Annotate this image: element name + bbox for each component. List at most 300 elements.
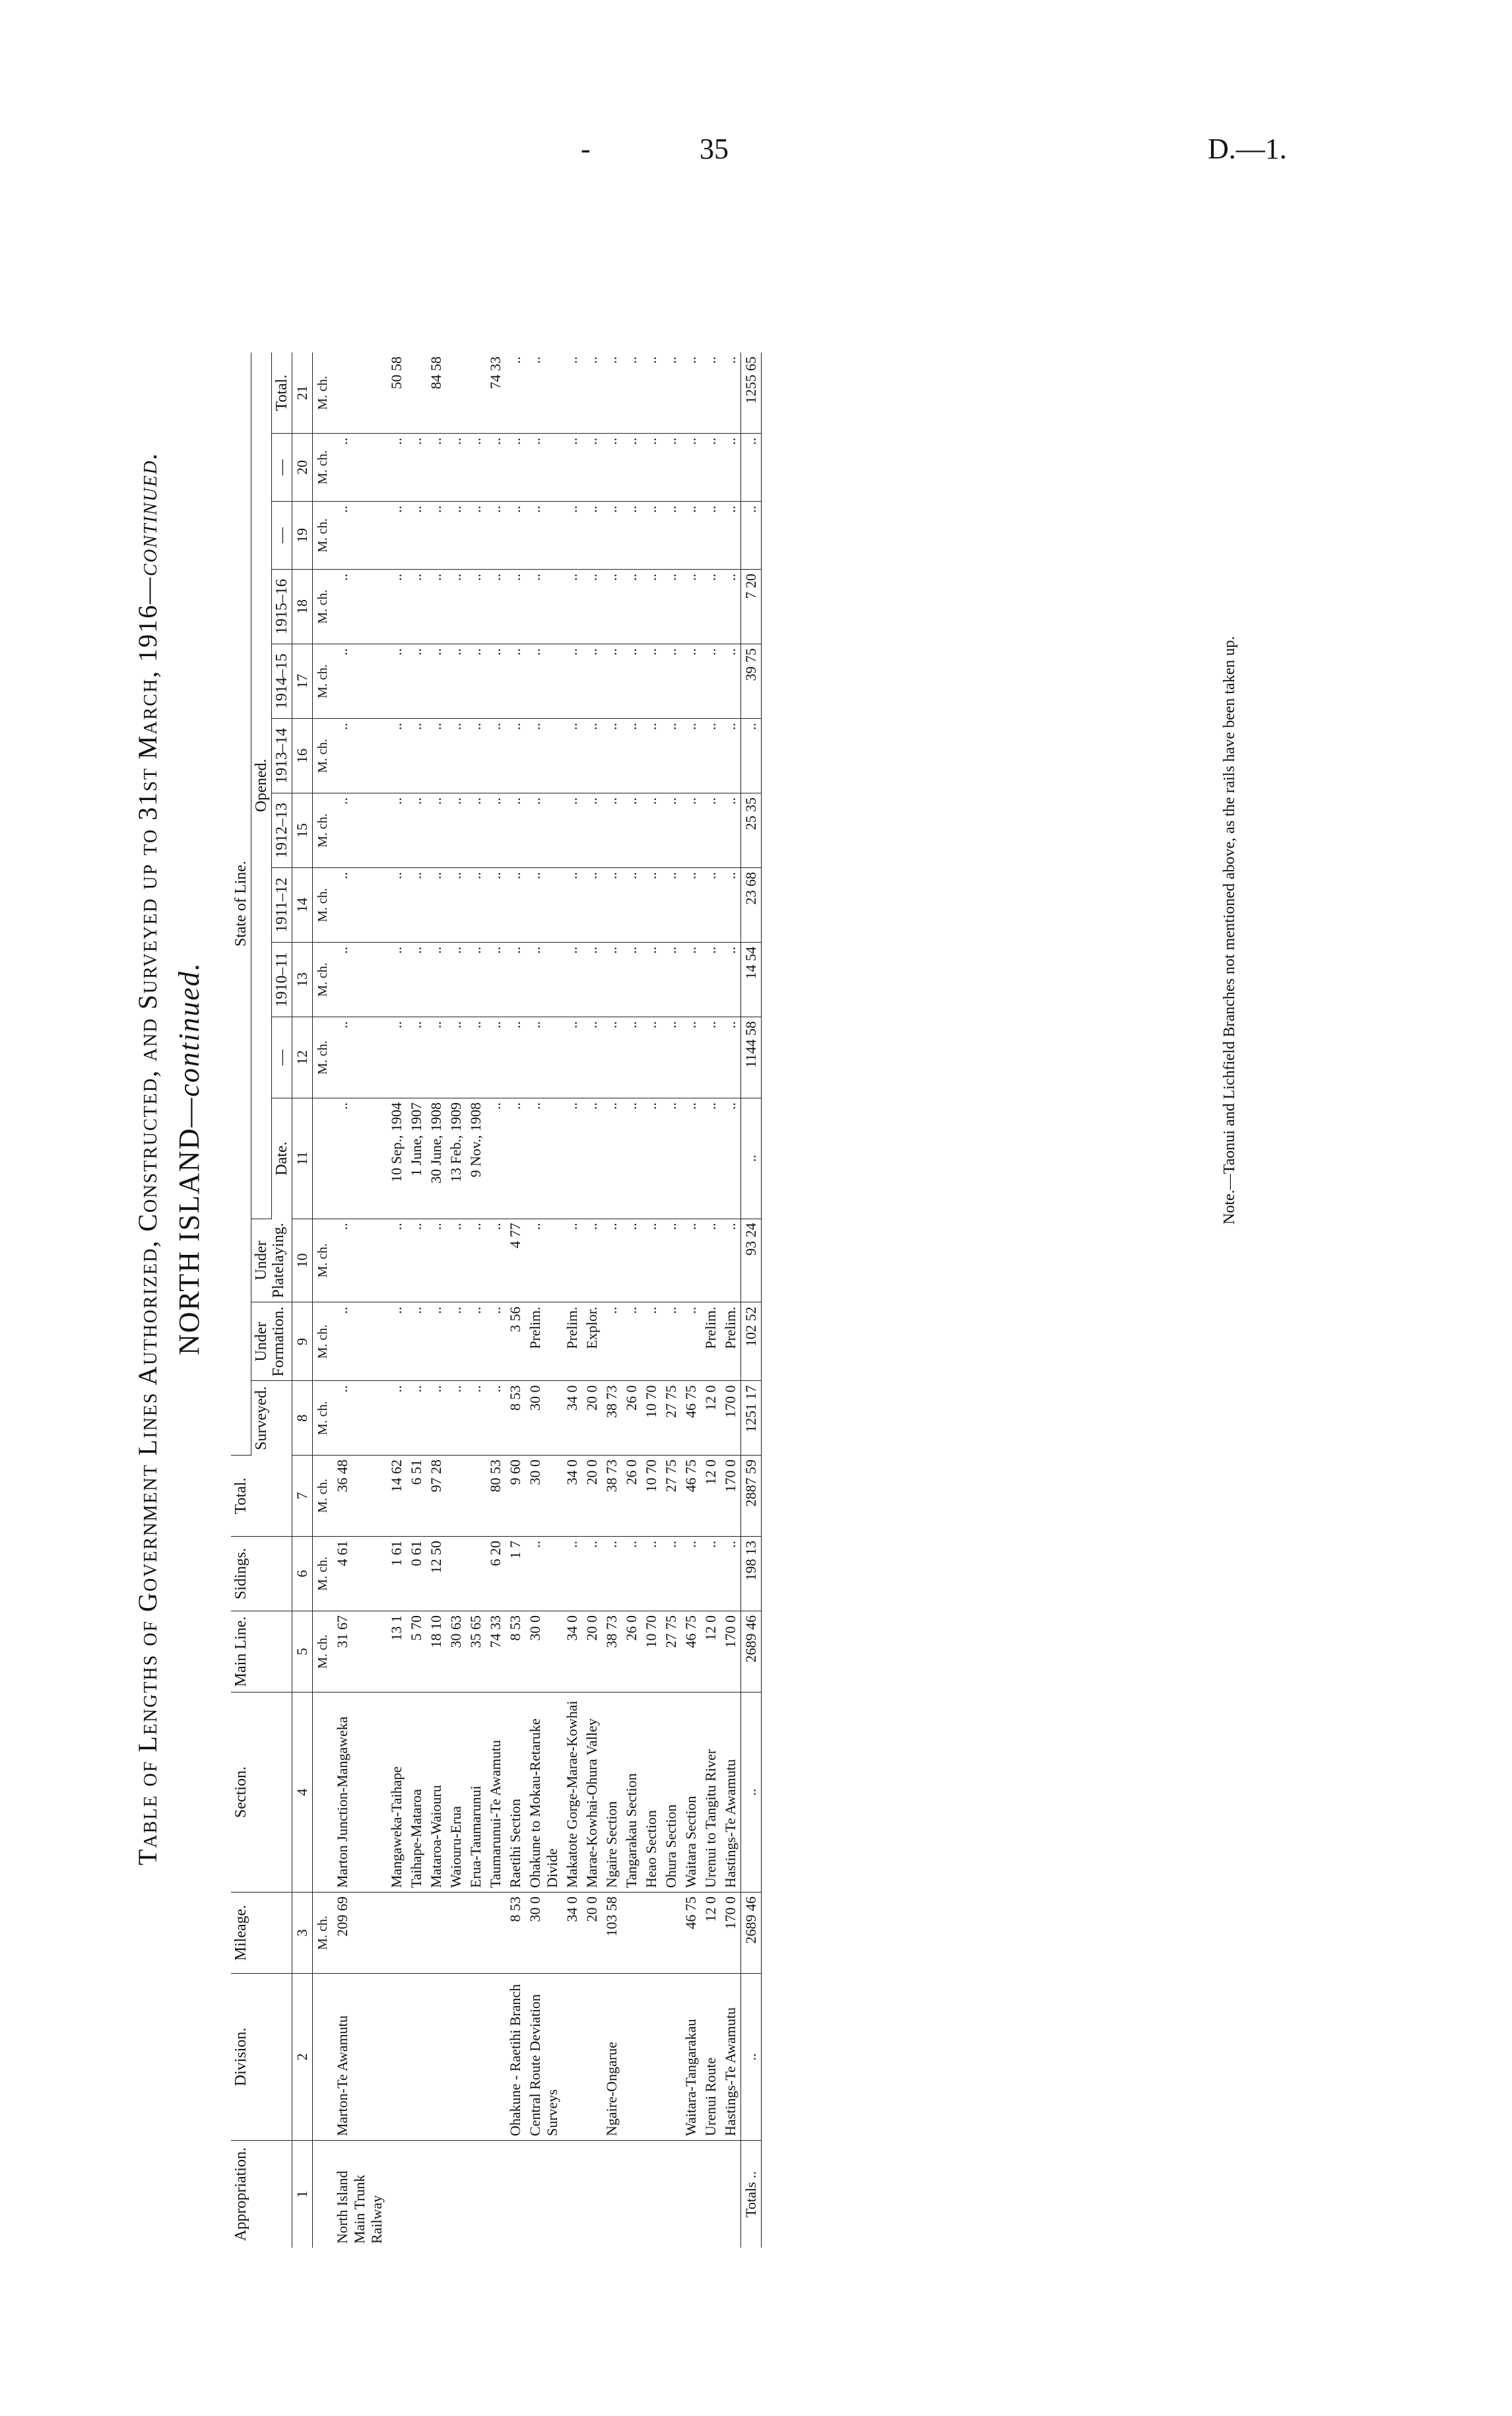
column-number: 17 — [292, 644, 313, 719]
cell-division: Hastings-Te Awamutu — [721, 1974, 741, 2141]
total-cell-o20: .. — [741, 434, 762, 502]
cell-mileage: 30 0 — [525, 1893, 562, 1974]
cell-o21: .. — [681, 352, 701, 434]
cell-o13: .. — [387, 943, 407, 1017]
cell-o17: .. — [446, 644, 466, 719]
cell-date: .. — [525, 1098, 562, 1219]
cell-appropriation — [407, 2141, 426, 2248]
unit-cell: M. ch. — [313, 1893, 333, 1974]
col-1913-header: 1913–14 — [272, 719, 292, 793]
cell-o12: .. — [661, 1017, 681, 1098]
table-row — [701, 352, 721, 2248]
cell-o12: .. — [622, 1017, 641, 1098]
cell-sidings: 4 61 — [333, 1537, 387, 1611]
cell-division — [426, 1974, 446, 2141]
cell-o17: .. — [525, 644, 562, 719]
cell-o17: .. — [582, 644, 602, 719]
cell-o18: .. — [466, 570, 486, 644]
cell-surveyed: .. — [426, 1381, 446, 1456]
cell-o15: .. — [333, 793, 387, 868]
col-1912-header: 1912–13 — [272, 793, 292, 868]
cell-o18: .. — [506, 570, 525, 644]
cell-o20: .. — [426, 434, 446, 502]
cell-platelaying: .. — [622, 1219, 641, 1302]
cell-appropriation — [486, 2141, 506, 2248]
col-main-line-header: Main Line. — [231, 1611, 292, 1693]
cell-date: .. — [721, 1098, 741, 1219]
col-1914-header: 1914–15 — [272, 644, 292, 719]
cell-section: Waitara Section — [681, 1693, 701, 1893]
cell-o18: .. — [407, 570, 426, 644]
cell-o17: .. — [562, 644, 582, 719]
cell-section: Mangaweka-Taihape — [387, 1693, 407, 1893]
cell-o16: .. — [387, 719, 407, 793]
cell-o18: .. — [446, 570, 466, 644]
cell-o12: .. — [506, 1017, 525, 1098]
cell-o12: .. — [701, 1017, 721, 1098]
cell-o20: .. — [622, 434, 641, 502]
cell-o15: .. — [681, 793, 701, 868]
cell-o17: .. — [681, 644, 701, 719]
col-total-header: Total. — [231, 1456, 292, 1537]
total-cell-date: .. — [741, 1098, 762, 1219]
cell-formation: .. — [681, 1302, 701, 1381]
table-row — [387, 352, 407, 2248]
cell-platelaying: .. — [333, 1219, 387, 1302]
col-section-header: Section. — [231, 1693, 292, 1893]
cell-formation: .. — [486, 1302, 506, 1381]
cell-mileage — [466, 1893, 486, 1974]
cell-section: Marton Junction-Mangaweka — [333, 1693, 387, 1893]
cell-mileage — [622, 1893, 641, 1974]
cell-surveyed: 20 0 — [582, 1381, 602, 1456]
cell-total: 14 62 — [387, 1456, 407, 1537]
cell-o17: .. — [721, 644, 741, 719]
cell-o19: .. — [525, 502, 562, 570]
cell-o13: .. — [721, 943, 741, 1017]
cell-o21: 74 33 — [486, 352, 506, 434]
col-date-header: Date. — [272, 1098, 292, 1219]
unit-cell: M. ch. — [313, 644, 333, 719]
cell-total: 80 53 — [486, 1456, 506, 1537]
cell-o14: .. — [681, 868, 701, 943]
table-head — [231, 352, 292, 2248]
cell-o19: .. — [721, 502, 741, 570]
cell-date: .. — [641, 1098, 661, 1219]
cell-o13: .. — [582, 943, 602, 1017]
cell-o20: .. — [701, 434, 721, 502]
cell-o12: .. — [582, 1017, 602, 1098]
cell-appropriation — [582, 2141, 602, 2248]
total-cell-main: 2689 46 — [741, 1611, 762, 1693]
column-number: 6 — [292, 1537, 313, 1611]
cell-o12: .. — [721, 1017, 741, 1098]
total-cell-o19: .. — [741, 502, 762, 570]
column-number: 2 — [292, 1974, 313, 2141]
cell-section: Taumarunui-Te Awamutu — [486, 1693, 506, 1893]
table-row — [582, 352, 602, 2248]
unit-cell: M. ch. — [313, 1456, 333, 1537]
cell-appropriation — [681, 2141, 701, 2248]
cell-date: 13 Feb., 1909 — [446, 1098, 466, 1219]
table-row — [333, 352, 387, 2248]
cell-main: 38 73 — [602, 1611, 622, 1693]
cell-total: 12 0 — [701, 1456, 721, 1537]
cell-o18: .. — [562, 570, 582, 644]
cell-surveyed: 26 0 — [622, 1381, 641, 1456]
cell-total: 97 28 — [426, 1456, 446, 1537]
cell-main: 46 75 — [681, 1611, 701, 1693]
cell-o14: .. — [661, 868, 681, 943]
cell-o15: .. — [506, 793, 525, 868]
cell-division: Ohakune - Raetihi Branch — [506, 1974, 525, 2141]
cell-appropriation — [426, 2141, 446, 2248]
cell-mileage — [407, 1893, 426, 1974]
cell-o15: .. — [641, 793, 661, 868]
column-number: 12 — [292, 1017, 313, 1098]
unit-cell — [313, 1693, 333, 1893]
unit-cell: M. ch. — [313, 868, 333, 943]
cell-o17: .. — [407, 644, 426, 719]
cell-o21: .. — [622, 352, 641, 434]
cell-o19: .. — [602, 502, 622, 570]
table-row — [466, 352, 486, 2248]
table-row — [446, 352, 466, 2248]
cell-o15: .. — [426, 793, 446, 868]
cell-o21: .. — [562, 352, 582, 434]
cell-o14: .. — [562, 868, 582, 943]
cell-date: 10 Sep., 1904 — [387, 1098, 407, 1219]
cell-main: 18 10 — [426, 1611, 446, 1693]
cell-mileage: 20 0 — [582, 1893, 602, 1974]
cell-total: 38 73 — [602, 1456, 622, 1537]
col-mileage-header: Mileage. — [231, 1893, 292, 1974]
cell-o21 — [407, 352, 426, 434]
cell-o16: .. — [562, 719, 582, 793]
col-1911-header: 1911–12 — [272, 868, 292, 943]
column-number: 11 — [292, 1098, 313, 1219]
cell-mileage: 103 58 — [602, 1893, 622, 1974]
cell-sidings: .. — [681, 1537, 701, 1611]
cell-mileage — [446, 1893, 466, 1974]
cell-o14: .. — [602, 868, 622, 943]
cell-formation: .. — [446, 1302, 466, 1381]
cell-o21 — [466, 352, 486, 434]
total-cell-surveyed: 1251 17 — [741, 1381, 762, 1456]
cell-total: 26 0 — [622, 1456, 641, 1537]
cell-o12: .. — [562, 1017, 582, 1098]
cell-main: 35 65 — [466, 1611, 486, 1693]
cell-o21: .. — [661, 352, 681, 434]
cell-platelaying: .. — [721, 1219, 741, 1302]
cell-o16: .. — [681, 719, 701, 793]
cell-o15: .. — [701, 793, 721, 868]
column-number: 19 — [292, 502, 313, 570]
cell-mileage — [641, 1893, 661, 1974]
cell-o20: .. — [486, 434, 506, 502]
cell-main: 27 75 — [661, 1611, 681, 1693]
cell-o17: .. — [701, 644, 721, 719]
col-sidings-header: Sidings. — [231, 1537, 292, 1611]
cell-surveyed: 38 73 — [602, 1381, 622, 1456]
cell-main: 5 70 — [407, 1611, 426, 1693]
cell-sidings: .. — [602, 1537, 622, 1611]
cell-o13: .. — [466, 943, 486, 1017]
cell-sidings: .. — [701, 1537, 721, 1611]
cell-o14: .. — [333, 868, 387, 943]
cell-sidings: .. — [641, 1537, 661, 1611]
cell-surveyed: 27 75 — [661, 1381, 681, 1456]
table-note: Note.—Taonui and Lichfield Branches not mentioned above, as the rails have been taken up. — [1221, 636, 1238, 1225]
units-row — [313, 352, 333, 2248]
cell-division — [486, 1974, 506, 2141]
cell-section: Marae-Kowhai-Ohura Valley — [582, 1693, 602, 1893]
total-cell-section: .. — [741, 1693, 762, 1893]
cell-appropriation — [622, 2141, 641, 2248]
cell-o20: .. — [562, 434, 582, 502]
cell-appropriation — [446, 2141, 466, 2248]
column-number: 4 — [292, 1693, 313, 1893]
cell-o20: .. — [387, 434, 407, 502]
cell-formation: .. — [661, 1302, 681, 1381]
cell-o12: .. — [681, 1017, 701, 1098]
cell-o14: .. — [582, 868, 602, 943]
cell-section: Raetihi Section — [506, 1693, 525, 1893]
cell-o17: .. — [622, 644, 641, 719]
column-number: 8 — [292, 1381, 313, 1456]
cell-o16: .. — [506, 719, 525, 793]
cell-o12: .. — [387, 1017, 407, 1098]
table-row — [486, 352, 506, 2248]
cell-o21: .. — [602, 352, 622, 434]
cell-o21: .. — [721, 352, 741, 434]
cell-division — [582, 1974, 602, 2141]
total-cell-platelaying: 93 24 — [741, 1219, 762, 1302]
cell-o19: .. — [506, 502, 525, 570]
cell-o21: .. — [506, 352, 525, 434]
cell-sidings: .. — [721, 1537, 741, 1611]
total-cell-formation: 102 52 — [741, 1302, 762, 1381]
cell-o14: .. — [446, 868, 466, 943]
cell-o15: .. — [721, 793, 741, 868]
cell-surveyed: .. — [486, 1381, 506, 1456]
cell-o14: .. — [525, 868, 562, 943]
total-cell-o16: .. — [741, 719, 762, 793]
cell-division — [622, 1974, 641, 2141]
cell-appropriation — [721, 2141, 741, 2248]
cell-sidings: .. — [661, 1537, 681, 1611]
cell-o13: .. — [562, 943, 582, 1017]
column-number: 14 — [292, 868, 313, 943]
cell-o16: .. — [426, 719, 446, 793]
cell-total: 9 60 — [506, 1456, 525, 1537]
cell-o13: .. — [333, 943, 387, 1017]
cell-division — [446, 1974, 466, 2141]
cell-o20: .. — [466, 434, 486, 502]
cell-o16: .. — [333, 719, 387, 793]
cell-division — [661, 1974, 681, 2141]
table-body — [292, 352, 762, 2248]
cell-o19: .. — [622, 502, 641, 570]
cell-o15: .. — [407, 793, 426, 868]
unit-cell: M. ch. — [313, 434, 333, 502]
cell-main: 170 0 — [721, 1611, 741, 1693]
cell-division: Marton-Te Awamutu — [333, 1974, 387, 2141]
total-cell-label: Totals .. — [741, 2141, 762, 2248]
cell-platelaying: 4 77 — [506, 1219, 525, 1302]
cell-o21: 50 58 — [387, 352, 407, 434]
cell-o14: .. — [641, 868, 661, 943]
cell-section: Urenui to Tangitu River — [701, 1693, 721, 1893]
total-cell-mileage: 2689 46 — [741, 1893, 762, 1974]
cell-o17: .. — [426, 644, 446, 719]
cell-o15: .. — [562, 793, 582, 868]
cell-appropriation — [525, 2141, 562, 2248]
cell-o20: .. — [661, 434, 681, 502]
cell-date: .. — [562, 1098, 582, 1219]
cell-appropriation — [466, 2141, 486, 2248]
col-opened-total-header: Total. — [272, 352, 292, 434]
cell-appropriation — [701, 2141, 721, 2248]
cell-platelaying: .. — [582, 1219, 602, 1302]
cell-main: 8 53 — [506, 1611, 525, 1693]
cell-o12: .. — [466, 1017, 486, 1098]
cell-sidings — [466, 1537, 486, 1611]
cell-section: Makatote Gorge-Marae-Kowhai — [562, 1693, 582, 1893]
unit-cell — [313, 1974, 333, 2141]
cell-o20: .. — [333, 434, 387, 502]
unit-cell — [313, 1098, 333, 1219]
cell-total: 30 0 — [525, 1456, 562, 1537]
cell-o21: 84 58 — [426, 352, 446, 434]
cell-section: Taihape-Mataroa — [407, 1693, 426, 1893]
table-row — [426, 352, 446, 2248]
cell-o18: .. — [661, 570, 681, 644]
cell-platelaying: .. — [641, 1219, 661, 1302]
cell-surveyed: 30 0 — [525, 1381, 562, 1456]
cell-o18: .. — [486, 570, 506, 644]
cell-sidings: 1 7 — [506, 1537, 525, 1611]
cell-formation: Prelim. — [721, 1302, 741, 1381]
cell-surveyed: .. — [387, 1381, 407, 1456]
table-row — [562, 352, 582, 2248]
cell-main: 26 0 — [622, 1611, 641, 1693]
opened-header: Opened. — [251, 352, 272, 1219]
cell-appropriation — [562, 2141, 582, 2248]
cell-main: 31 67 — [333, 1611, 387, 1693]
cell-o15: .. — [525, 793, 562, 868]
unit-cell: M. ch. — [313, 1302, 333, 1381]
cell-appropriation — [506, 2141, 525, 2248]
unit-cell: M. ch. — [313, 1611, 333, 1693]
cell-o16: .. — [641, 719, 661, 793]
cell-date: 1 June, 1907 — [407, 1098, 426, 1219]
cell-o19: .. — [446, 502, 466, 570]
cell-o21: .. — [525, 352, 562, 434]
cell-date: .. — [486, 1098, 506, 1219]
cell-o18: .. — [622, 570, 641, 644]
table-row — [506, 352, 525, 2248]
cell-platelaying: .. — [426, 1219, 446, 1302]
cell-division — [641, 1974, 661, 2141]
cell-o19: .. — [661, 502, 681, 570]
cell-platelaying: .. — [407, 1219, 426, 1302]
cell-o19: .. — [681, 502, 701, 570]
total-cell-total: 2887 59 — [741, 1456, 762, 1537]
cell-o14: .. — [622, 868, 641, 943]
column-number: 1 — [292, 2141, 313, 2248]
col-1910-header: 1910–11 — [272, 943, 292, 1017]
cell-o13: .. — [681, 943, 701, 1017]
cell-o12: .. — [407, 1017, 426, 1098]
cell-surveyed: 46 75 — [681, 1381, 701, 1456]
total-cell-o21: 1255 65 — [741, 352, 762, 434]
table-row — [622, 352, 641, 2248]
unit-cell: M. ch. — [313, 570, 333, 644]
cell-total: 10 70 — [641, 1456, 661, 1537]
cell-o19: .. — [701, 502, 721, 570]
cell-division — [562, 1974, 582, 2141]
cell-o12: .. — [525, 1017, 562, 1098]
cell-o21 — [333, 352, 387, 434]
col-under-platelaying-header: Under Platelaying. — [251, 1219, 292, 1302]
cell-o14: .. — [506, 868, 525, 943]
cell-o14: .. — [407, 868, 426, 943]
cell-o21: .. — [641, 352, 661, 434]
totals-row — [741, 352, 762, 2248]
cell-total: 34 0 — [562, 1456, 582, 1537]
column-number: 9 — [292, 1302, 313, 1381]
cell-mileage: 209 69 — [333, 1893, 387, 1974]
cell-o18: .. — [426, 570, 446, 644]
cell-surveyed: 10 70 — [641, 1381, 661, 1456]
cell-formation: .. — [387, 1302, 407, 1381]
cell-o18: .. — [641, 570, 661, 644]
cell-sidings: .. — [525, 1537, 562, 1611]
cell-platelaying: .. — [681, 1219, 701, 1302]
cell-o14: .. — [426, 868, 446, 943]
cell-sidings: .. — [582, 1537, 602, 1611]
cell-o13: .. — [486, 943, 506, 1017]
cell-platelaying: .. — [387, 1219, 407, 1302]
unit-cell: M. ch. — [313, 502, 333, 570]
column-number: 5 — [292, 1611, 313, 1693]
cell-o21 — [446, 352, 466, 434]
column-number: 3 — [292, 1893, 313, 1974]
cell-o20: .. — [641, 434, 661, 502]
cell-mileage — [486, 1893, 506, 1974]
cell-main: 12 0 — [701, 1611, 721, 1693]
cell-surveyed: 8 53 — [506, 1381, 525, 1456]
cell-total: 20 0 — [582, 1456, 602, 1537]
cell-main: 74 33 — [486, 1611, 506, 1693]
cell-o16: .. — [466, 719, 486, 793]
cell-o15: .. — [466, 793, 486, 868]
cell-o13: .. — [446, 943, 466, 1017]
column-number-row — [292, 352, 313, 2248]
table-subtitle-text: NORTH ISLAND— — [173, 1096, 205, 1355]
cell-section: Heao Section — [641, 1693, 661, 1893]
cell-o17: .. — [506, 644, 525, 719]
unit-cell: M. ch. — [313, 1381, 333, 1456]
total-cell-division: .. — [741, 1974, 762, 2141]
cell-mileage — [661, 1893, 681, 1974]
column-number: 16 — [292, 719, 313, 793]
total-cell-o17: 39 75 — [741, 644, 762, 719]
cell-sidings: 6 20 — [486, 1537, 506, 1611]
table-row — [661, 352, 681, 2248]
cell-o16: .. — [701, 719, 721, 793]
